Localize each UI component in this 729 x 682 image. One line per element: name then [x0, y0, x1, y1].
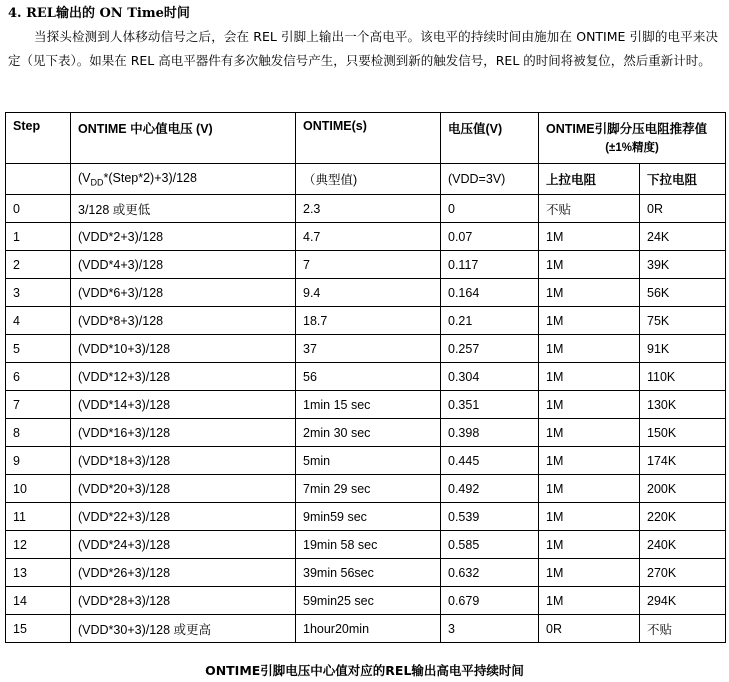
cell-step: 1 [6, 223, 71, 251]
cell-step: 13 [6, 559, 71, 587]
cell-value: 0.679 [441, 587, 539, 615]
table-row [6, 419, 726, 447]
cell-pulldown: 75K [640, 307, 726, 335]
cell-value: 0.117 [441, 251, 539, 279]
cell-pullup: 不贴 [539, 195, 640, 223]
cell-voltage: (VDD*2+3)/128 [71, 223, 296, 251]
cell-voltage: (VDD*8+3)/128 [71, 307, 296, 335]
cell-pullup: 1M [539, 363, 640, 391]
header-resistor-line1: ONTIME引脚分压电阻推荐值 [546, 122, 708, 136]
table-header-row [6, 113, 726, 164]
cell-value: 0.632 [441, 559, 539, 587]
cell-pulldown: 0R [640, 195, 726, 223]
table-row [6, 335, 726, 363]
cell-pullup: 1M [539, 419, 640, 447]
cell-step: 10 [6, 475, 71, 503]
table-caption: ONTIME引脚电压中心值对应的REL输出高电平持续时间 [205, 663, 524, 678]
cell-pullup: 1M [539, 531, 640, 559]
cell-voltage: (VDD*22+3)/128 [71, 503, 296, 531]
cell-voltage: (VDD*20+3)/128 [71, 475, 296, 503]
cell-step: 4 [6, 307, 71, 335]
cell-value: 0.492 [441, 475, 539, 503]
table-row [6, 447, 726, 475]
cell-step: 6 [6, 363, 71, 391]
cell-voltage: (VDD*28+3)/128 [71, 587, 296, 615]
subheader-step-empty [6, 164, 71, 195]
cell-ontime: 7 [296, 251, 441, 279]
cell-step: 14 [6, 587, 71, 615]
subheader-typical: （典型值) [296, 164, 441, 195]
header-step: Step [6, 113, 71, 164]
cell-step: 2 [6, 251, 71, 279]
cell-value: 0.304 [441, 363, 539, 391]
header-voltage: ONTIME 中心值电压 (V) [71, 113, 296, 164]
cell-pulldown: 130K [640, 391, 726, 419]
cell-pulldown: 270K [640, 559, 726, 587]
table-row [6, 503, 726, 531]
cell-value: 3 [441, 615, 539, 643]
cell-voltage: (VDD*6+3)/128 [71, 279, 296, 307]
cell-step: 3 [6, 279, 71, 307]
cell-ontime: 9min59 sec [296, 503, 441, 531]
cell-value: 0.21 [441, 307, 539, 335]
cell-pulldown: 56K [640, 279, 726, 307]
cell-pullup: 1M [539, 587, 640, 615]
cell-ontime: 59min25 sec [296, 587, 441, 615]
subheader-pulldown: 下拉电阻 [640, 164, 726, 195]
cell-voltage: (VDD*10+3)/128 [71, 335, 296, 363]
cell-voltage: 3/128 或更低 [71, 195, 296, 223]
header-resistor-line2: (±1%精度) [605, 142, 659, 154]
cell-ontime: 1hour20min [296, 615, 441, 643]
cell-pullup: 1M [539, 223, 640, 251]
cell-voltage: (VDD*30+3)/128 或更高 [71, 615, 296, 643]
cell-step: 5 [6, 335, 71, 363]
cell-value: 0.164 [441, 279, 539, 307]
cell-pulldown: 110K [640, 363, 726, 391]
cell-ontime: 5min [296, 447, 441, 475]
cell-pullup: 1M [539, 279, 640, 307]
cell-pullup: 1M [539, 335, 640, 363]
cell-ontime: 7min 29 sec [296, 475, 441, 503]
cell-step: 9 [6, 447, 71, 475]
cell-value: 0.351 [441, 391, 539, 419]
cell-value: 0.398 [441, 419, 539, 447]
cell-ontime: 2.3 [296, 195, 441, 223]
cell-pulldown: 220K [640, 503, 726, 531]
cell-value: 0.07 [441, 223, 539, 251]
table-subheader-row [6, 164, 726, 195]
ontime-table [5, 112, 726, 643]
cell-voltage: (VDD*14+3)/128 [71, 391, 296, 419]
cell-value: 0.257 [441, 335, 539, 363]
cell-voltage: (VDD*24+3)/128 [71, 531, 296, 559]
table-body [6, 195, 726, 643]
cell-voltage: (VDD*4+3)/128 [71, 251, 296, 279]
cell-ontime: 2min 30 sec [296, 419, 441, 447]
table-row [6, 475, 726, 503]
subheader-formula: $(V_{DD}*(Step*2)+3)/128$ [71, 164, 296, 195]
table-row [6, 307, 726, 335]
cell-step: 12 [6, 531, 71, 559]
section-heading: 4. REL输出的 ON Time时间 [8, 6, 190, 21]
table-row [6, 195, 726, 223]
cell-pulldown: 150K [640, 419, 726, 447]
cell-ontime: 18.7 [296, 307, 441, 335]
cell-pulldown: 91K [640, 335, 726, 363]
cell-voltage: (VDD*26+3)/128 [71, 559, 296, 587]
subheader-vdd: (VDD=3V) [441, 164, 539, 195]
cell-voltage: (VDD*16+3)/128 [71, 419, 296, 447]
cell-pulldown: 240K [640, 531, 726, 559]
cell-ontime: 56 [296, 363, 441, 391]
cell-voltage: (VDD*18+3)/128 [71, 447, 296, 475]
table-row [6, 559, 726, 587]
table-row [6, 615, 726, 643]
cell-step: 0 [6, 195, 71, 223]
cell-pullup: 1M [539, 251, 640, 279]
cell-pulldown: 174K [640, 447, 726, 475]
cell-value: 0.445 [441, 447, 539, 475]
cell-value: 0.539 [441, 503, 539, 531]
table-row [6, 391, 726, 419]
cell-pullup: 1M [539, 391, 640, 419]
table-row [6, 279, 726, 307]
table-row [6, 251, 726, 279]
cell-ontime: 1min 15 sec [296, 391, 441, 419]
cell-pullup: 1M [539, 503, 640, 531]
cell-pulldown: 不贴 [640, 615, 726, 643]
cell-ontime: 39min 56sec [296, 559, 441, 587]
header-ontime: ONTIME(s) [296, 113, 441, 164]
cell-pulldown: 24K [640, 223, 726, 251]
cell-step: 15 [6, 615, 71, 643]
subheader-pullup: 上拉电阻 [539, 164, 640, 195]
cell-pulldown: 294K [640, 587, 726, 615]
cell-step: 11 [6, 503, 71, 531]
header-resistor [539, 113, 726, 164]
cell-ontime: 9.4 [296, 279, 441, 307]
cell-value: 0.585 [441, 531, 539, 559]
cell-step: 8 [6, 419, 71, 447]
intro-paragraph: 当探头检测到人体移动信号之后，会在 REL 引脚上输出一个高电平。该电平的持续时间由施加在 ONTIME 引脚的电平来决定（见下表）。如果在 REL 高电平器件有多次触发信号产生，只要检测到新的触发信号，REL 的时间将被复位，然后重新计时。 [8, 29, 718, 68]
header-value: 电压值(V) [441, 113, 539, 164]
table-row [6, 587, 726, 615]
cell-voltage: (VDD*12+3)/128 [71, 363, 296, 391]
table-row [6, 223, 726, 251]
cell-pullup: 1M [539, 447, 640, 475]
cell-step: 7 [6, 391, 71, 419]
cell-ontime: 4.7 [296, 223, 441, 251]
cell-value: 0 [441, 195, 539, 223]
cell-pullup: 0R [539, 615, 640, 643]
cell-pulldown: 39K [640, 251, 726, 279]
cell-pulldown: 200K [640, 475, 726, 503]
cell-pullup: 1M [539, 559, 640, 587]
cell-pullup: 1M [539, 475, 640, 503]
table-row [6, 531, 726, 559]
table-row [6, 363, 726, 391]
cell-ontime: 19min 58 sec [296, 531, 441, 559]
cell-pullup: 1M [539, 307, 640, 335]
cell-ontime: 37 [296, 335, 441, 363]
